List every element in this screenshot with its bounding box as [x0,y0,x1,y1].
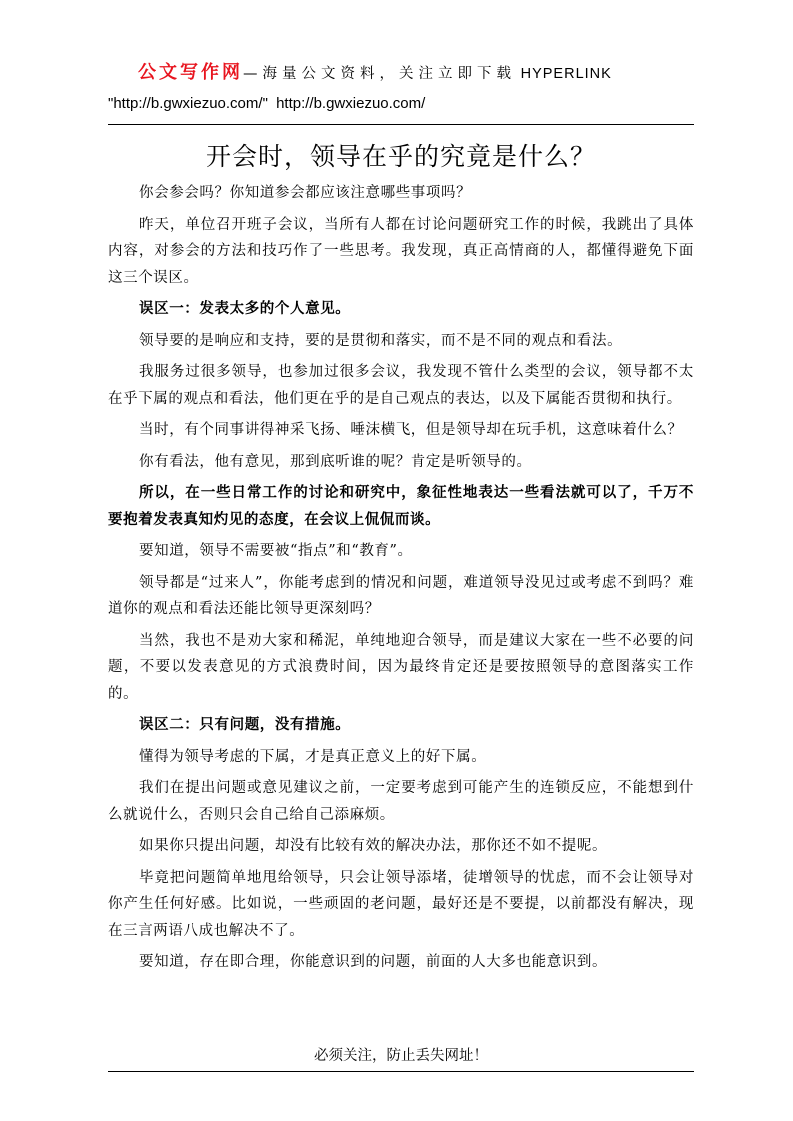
paragraph: 要知道，领导不需要被“指点”和“教育”。 [139,543,413,559]
paragraph: 懂得为领导考虑的下属，才是真正意义上的好下属。 [139,748,487,765]
header-line-2 [108,89,694,119]
paragraph: 你有看法，他有意见，那到底听谁的呢？肯定是听领导的。 [139,453,532,470]
footer-notice: 必须关注，防止丢失网址！ [314,1048,488,1064]
bold-paragraph: 误区二：只有问题，没有措施。 [139,717,351,733]
header-line-1 [108,58,694,89]
paragraph: 毕竟把问题简单地甩给领导，只会让领导添堵，徒增领导的忧虑，而不会让领导对你产生任何好感。比如说，一些顽固的老问题，最好还是不要提，以前都没有解决，现在三言两语八成也解决不了。 [108,869,694,939]
page-header [108,58,694,119]
paragraph: 领导要的是响应和支持，要的是贯彻和落实，而不是不同的观点和看法。 [139,332,623,349]
paragraph: 你会参会吗？你知道参会都应该注意哪些事项吗？ [139,185,472,201]
bold-paragraph: 误区一：发表太多的个人意见。 [139,301,351,317]
paragraph: 我们在提出问题或意见建议之前，一定要考虑到可能产生的连锁反应，不能想到什么就说什么，否则只会自己给自己添麻烦。 [108,780,694,823]
paragraph: 我服务过很多领导，也参加过很多会议，我发现不管什么类型的会议，领导都不太在乎下属的观点和看法，他们更在乎的是自己观点的表达，以及下属能否贯彻和执行。 [108,364,694,407]
paragraph: 如果你只提出问题，却没有比较有效的解决办法，那你还不如不提呢。 [139,838,608,854]
hyperlink-field-word: HYPERLINK [520,66,612,82]
site-tagline: —海量公文资料，关注立即下载 [243,66,516,82]
article-body [108,180,694,981]
site-brand[interactable]: 公文写作网 [138,62,243,83]
header-divider [108,124,694,125]
paragraph: 领导都是“过来人”，你能考虑到的情况和问题，难道领导没见过或考虑不到吗？难道你的观点和看法还能比领导更深刻吗？ [108,574,694,617]
quoted-url-text: "http://b.gwxiezuo.com/" [108,95,268,112]
footer-divider [108,1071,694,1072]
paragraph: 当时，有个同事讲得神采飞扬、唾沫横飞，但是领导却在玩手机，这意味着什么？ [139,422,683,438]
article-title: 开会时，领导在乎的究竟是什么？ [205,142,596,171]
paragraph: 当然，我也不是劝大家和稀泥，单纯地迎合领导，而是建议大家在一些不必要的问题，不要以发表意见的方式浪费时间，因为最终肯定还是要按照领导的意图落实工作的。 [108,632,694,702]
paragraph: 要知道，存在即合理，你能意识到的问题，前面的人大多也能意识到。 [139,954,608,970]
paragraph: 昨天，单位召开班子会议，当所有人都在讨论问题研究工作的时候，我跳出了具体内容，对参会的方法和技巧作了一些思考。我发现，真正高情商的人，都懂得避免下面这三个误区。 [108,216,694,286]
site-url-link[interactable]: http://b.gwxiezuo.com/ [276,95,426,112]
bold-paragraph: 所以，在一些日常工作的讨论和研究中，象征性地表达一些看法就可以了，千万不要抱着发表真知灼见的态度，在会议上侃侃而谈。 [108,485,694,528]
